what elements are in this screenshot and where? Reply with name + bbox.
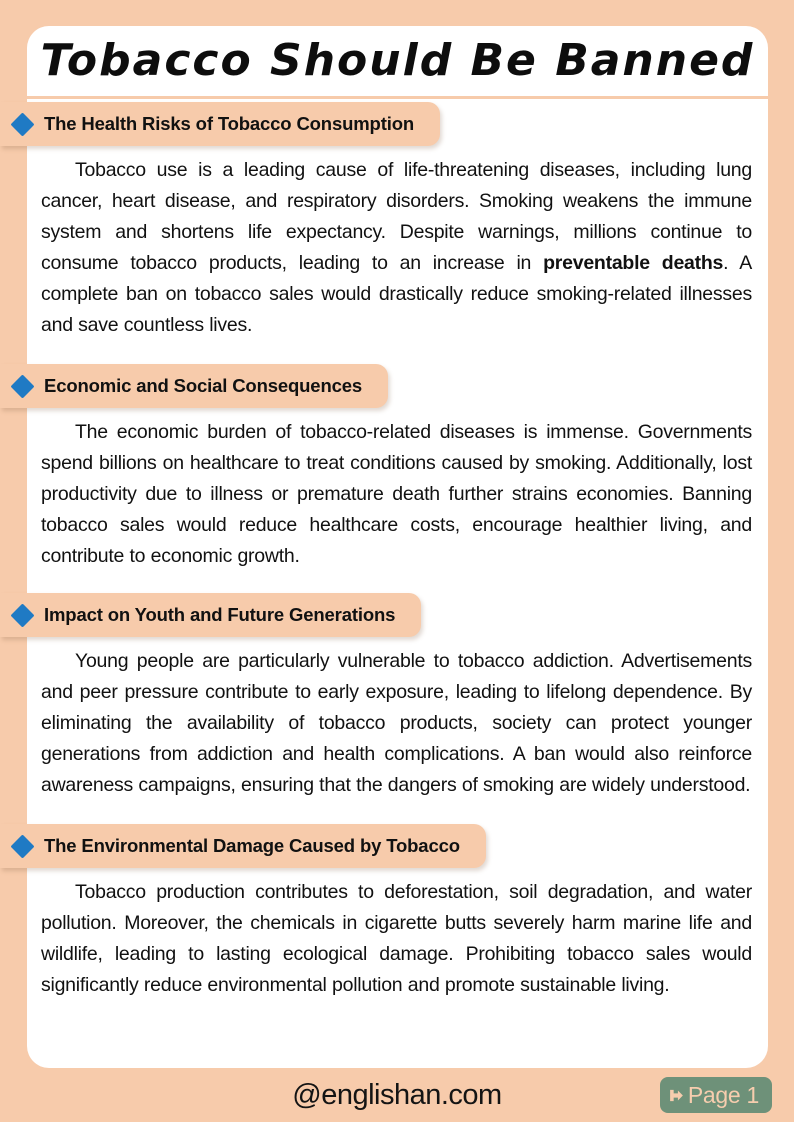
- section-body: [27, 417, 768, 572]
- section-heading-label: Economic and Social Consequences: [44, 375, 363, 396]
- section-youth-impact: [27, 593, 768, 801]
- section-heading-pill[interactable]: [0, 824, 486, 868]
- diamond-icon: [10, 603, 34, 627]
- section-heading-pill[interactable]: [0, 102, 440, 146]
- paragraph-part-suffix: . A complete ban on tobacco sales would drastically reduce smoking-related illnesses and save countless lives.: [41, 252, 752, 336]
- content-card: [27, 26, 768, 1068]
- section-heading-label: Impact on Youth and Future Generations: [44, 604, 396, 625]
- diamond-icon: [10, 374, 34, 398]
- section-paragraph: The economic burden of tobacco-related diseases is immense. Governments spend billions on healthcare to treat conditions caused by smoking. Additionally, lost productivity due to illness or premature death further strains economies. Banning tobacco sales would reduce healthcare costs, encourage healthier living, and contribute to economic growth.: [41, 421, 752, 567]
- section-paragraph: Young people are particularly vulnerable to tobacco addiction. Advertisements and peer pressure contribute to early exposure, leading to lifelong dependence. By eliminating the availability of tobacco products, society can protect younger generations from addiction and health complications. A ban would also reinforce awareness campaigns, ensuring that the dangers of smoking are widely understood.: [41, 650, 752, 796]
- page-footer: [0, 1068, 794, 1122]
- section-health-risks: [27, 102, 768, 341]
- arrow-right-icon: [668, 1087, 685, 1104]
- section-heading-label: The Health Risks of Tobacco Consumption: [44, 113, 415, 134]
- section-heading-label: The Environmental Damage Caused by Tobacco: [44, 835, 460, 856]
- section-paragraph: [41, 155, 752, 341]
- section-body: [27, 877, 768, 1001]
- section-heading-pill[interactable]: [0, 593, 421, 637]
- section-heading-row: [0, 824, 768, 868]
- section-heading-pill[interactable]: [0, 364, 388, 408]
- page-number-label: Page 1: [687, 1081, 759, 1108]
- title-band: [27, 26, 768, 99]
- section-economic-social: [27, 364, 768, 572]
- paragraph-part-prefix: Tobacco use is a leading cause of life-threatening diseases, including lung cancer, heart disease, and respiratory disorders. Smoking weakens the immune system and shortens life expectancy. Despite warnings, millions continue to consume tobacco products, leading to an increase in: [41, 159, 752, 274]
- section-heading-row: [0, 364, 768, 408]
- paragraph-emphasis: preventable deaths: [543, 252, 724, 274]
- page-title: Tobacco Should Be Banned: [40, 35, 755, 86]
- diamond-icon: [10, 112, 34, 136]
- section-body: [27, 646, 768, 801]
- section-heading-row: [0, 593, 768, 637]
- page-number-badge: [660, 1077, 772, 1113]
- section-environmental-damage: [27, 824, 768, 1001]
- sections-container: [27, 102, 768, 1001]
- section-body: [27, 155, 768, 341]
- section-heading-row: [0, 102, 768, 146]
- section-paragraph: Tobacco production contributes to deforestation, soil degradation, and water pollution. Moreover, the chemicals in cigarette butts severely harm marine life and wildlife, leading to lasting ecological damage. Prohibiting tobacco sales would significantly reduce environmental pollution and promote sustainable living.: [41, 881, 752, 996]
- diamond-icon: [10, 834, 34, 858]
- footer-site-label: @englishan.com: [292, 1078, 502, 1111]
